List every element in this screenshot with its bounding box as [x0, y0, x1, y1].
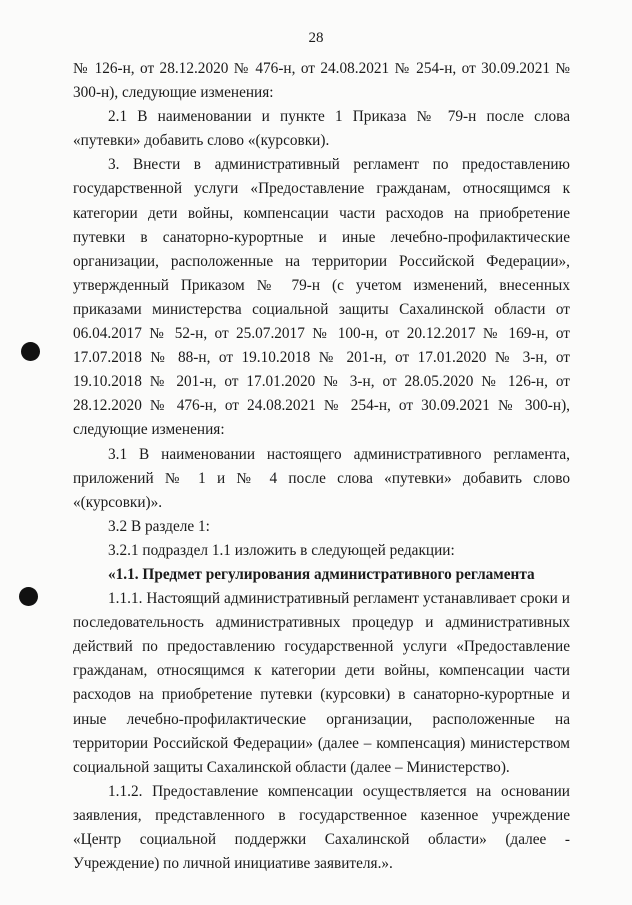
punch-hole-mark	[21, 342, 40, 361]
page-number: 28	[308, 30, 324, 46]
paragraph-3-2-1: 3.2.1 подраздел 1.1 изложить в следующей редакции:	[108, 541, 455, 559]
punch-hole-mark	[19, 587, 38, 606]
paragraph-1-1-2: 1.1.2. Предоставление компенсации осуществляется на основании заявления, представленного в государственное казенное учреждение «Центр социальной поддержки Сахалинской области» (далее - Учреждение) по личной инициативе заявителя.».	[73, 782, 570, 873]
document-body	[73, 57, 570, 876]
paragraph-3-2: 3.2 В разделе 1:	[108, 517, 210, 535]
paragraph-1-1-1: 1.1.1. Настоящий административный регламент устанавливает сроки и последовательность административных процедур и административных действий по предоставлению государственной услуги «Предоставление гражданам, относящимся к категории дети войны, компенсации части расходов на приобретение путевки (курсовки) в санаторно-курортные и иные лечебно-профилактические организации, расположенные на территории Российской Федерации» (далее – компенсация) министерством социальной защиты Сахалинской области (далее – Министерство).	[73, 590, 570, 776]
paragraph-continuation: № 126-н, от 28.12.2020 № 476-н, от 24.08.2021 № 254-н, от 30.09.2021 № 300-н), следующие изменения:	[73, 60, 570, 102]
section-heading: «1.1. Предмет регулирования административного регламента	[108, 565, 535, 583]
paragraph-3-1: 3.1 В наименовании настоящего административного регламента, приложений № 1 и № 4 после слова «путевки» добавить слово «(курсовки)».	[73, 445, 570, 511]
paragraph-2-1: 2.1 В наименовании и пункте 1 Приказа № 79-н после слова «путевки» добавить слово «(курсовки).	[73, 108, 570, 150]
paragraph-3: 3. Внести в административный регламент по предоставлению государственной услуги «Предоставление гражданам, относящимся к категории дети войны, компенсации части расходов на приобретение путевки в санаторно-курортные и иные лечебно-профилактические организации, расположенные на территории Российской Федерации», утвержденный Приказом № 79-н (с учетом изменений, внесенных приказами министерства социальной защиты Сахалинской области от 06.04.2017 № 52-н, от 25.07.2017 № 100-н, от 20.12.2017 № 169-н, от 17.07.2018 № 88-н, от 19.10.2018 № 201-н, от 17.01.2020 № 3-н, от 19.10.2018 № 201-н, от 17.01.2020 № 3-н, от 28.05.2020 № 126-н, от 28.12.2020 № 476-н, от 24.08.2021 № 254-н, от 30.09.2021 № 300-н), следующие изменения:	[73, 156, 570, 439]
